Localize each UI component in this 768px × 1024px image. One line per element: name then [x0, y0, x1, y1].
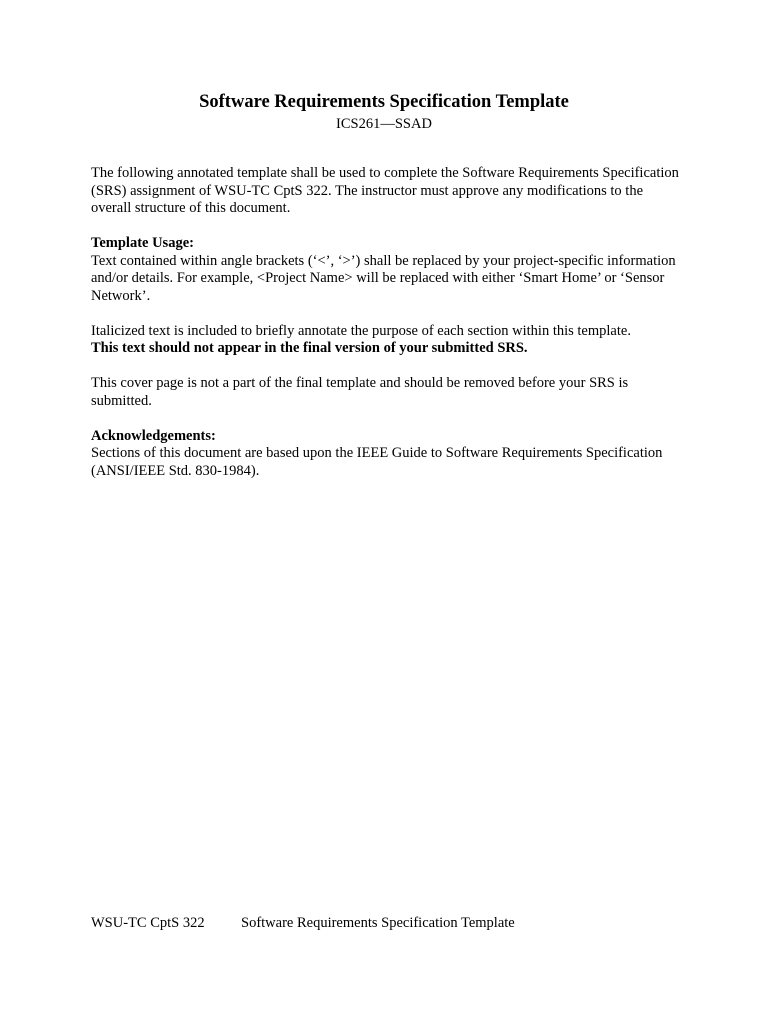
- template-usage-text: Text contained within angle brackets (‘<’, ‘>’) shall be replaced by your project-specific information and/or details. For example, <Project Name> will be replaced with either ‘Smart Home’ or ‘Sensor Network’.: [91, 252, 676, 304]
- italic-note-section: [91, 323, 681, 358]
- document-title: Software Requirements Specification Template: [199, 92, 569, 112]
- intro-paragraph: The following annotated template shall be used to complete the Software Requirements Specification (SRS) assignment of WSU-TC CptS 322. The instructor must approve any modifications to the overall structure of this document.: [91, 165, 679, 216]
- document-body: [91, 165, 681, 498]
- page-footer: [91, 914, 691, 932]
- document-subtitle: ICS261—SSAD: [336, 116, 432, 132]
- italic-note-text: Italicized text is included to briefly annotate the purpose of each section within this template.: [91, 322, 631, 339]
- footer-course: WSU-TC CptS 322: [91, 915, 205, 931]
- template-usage-heading: Template Usage:: [91, 235, 194, 251]
- cover-page-note: This cover page is not a part of the final template and should be removed before your SRS is submitted.: [91, 375, 629, 409]
- acknowledgements-text: Sections of this document are based upon the IEEE Guide to Software Requirements Specification (ANSI/IEEE Std. 830-1984).: [91, 445, 663, 479]
- acknowledgements-heading: Acknowledgements:: [91, 427, 216, 444]
- template-usage-section: [91, 235, 681, 305]
- italic-note-warning: This text should not appear in the final version of your submitted SRS.: [91, 340, 528, 356]
- footer-doc-title: Software Requirements Specification Template: [241, 915, 515, 931]
- acknowledgements-section: [91, 428, 681, 481]
